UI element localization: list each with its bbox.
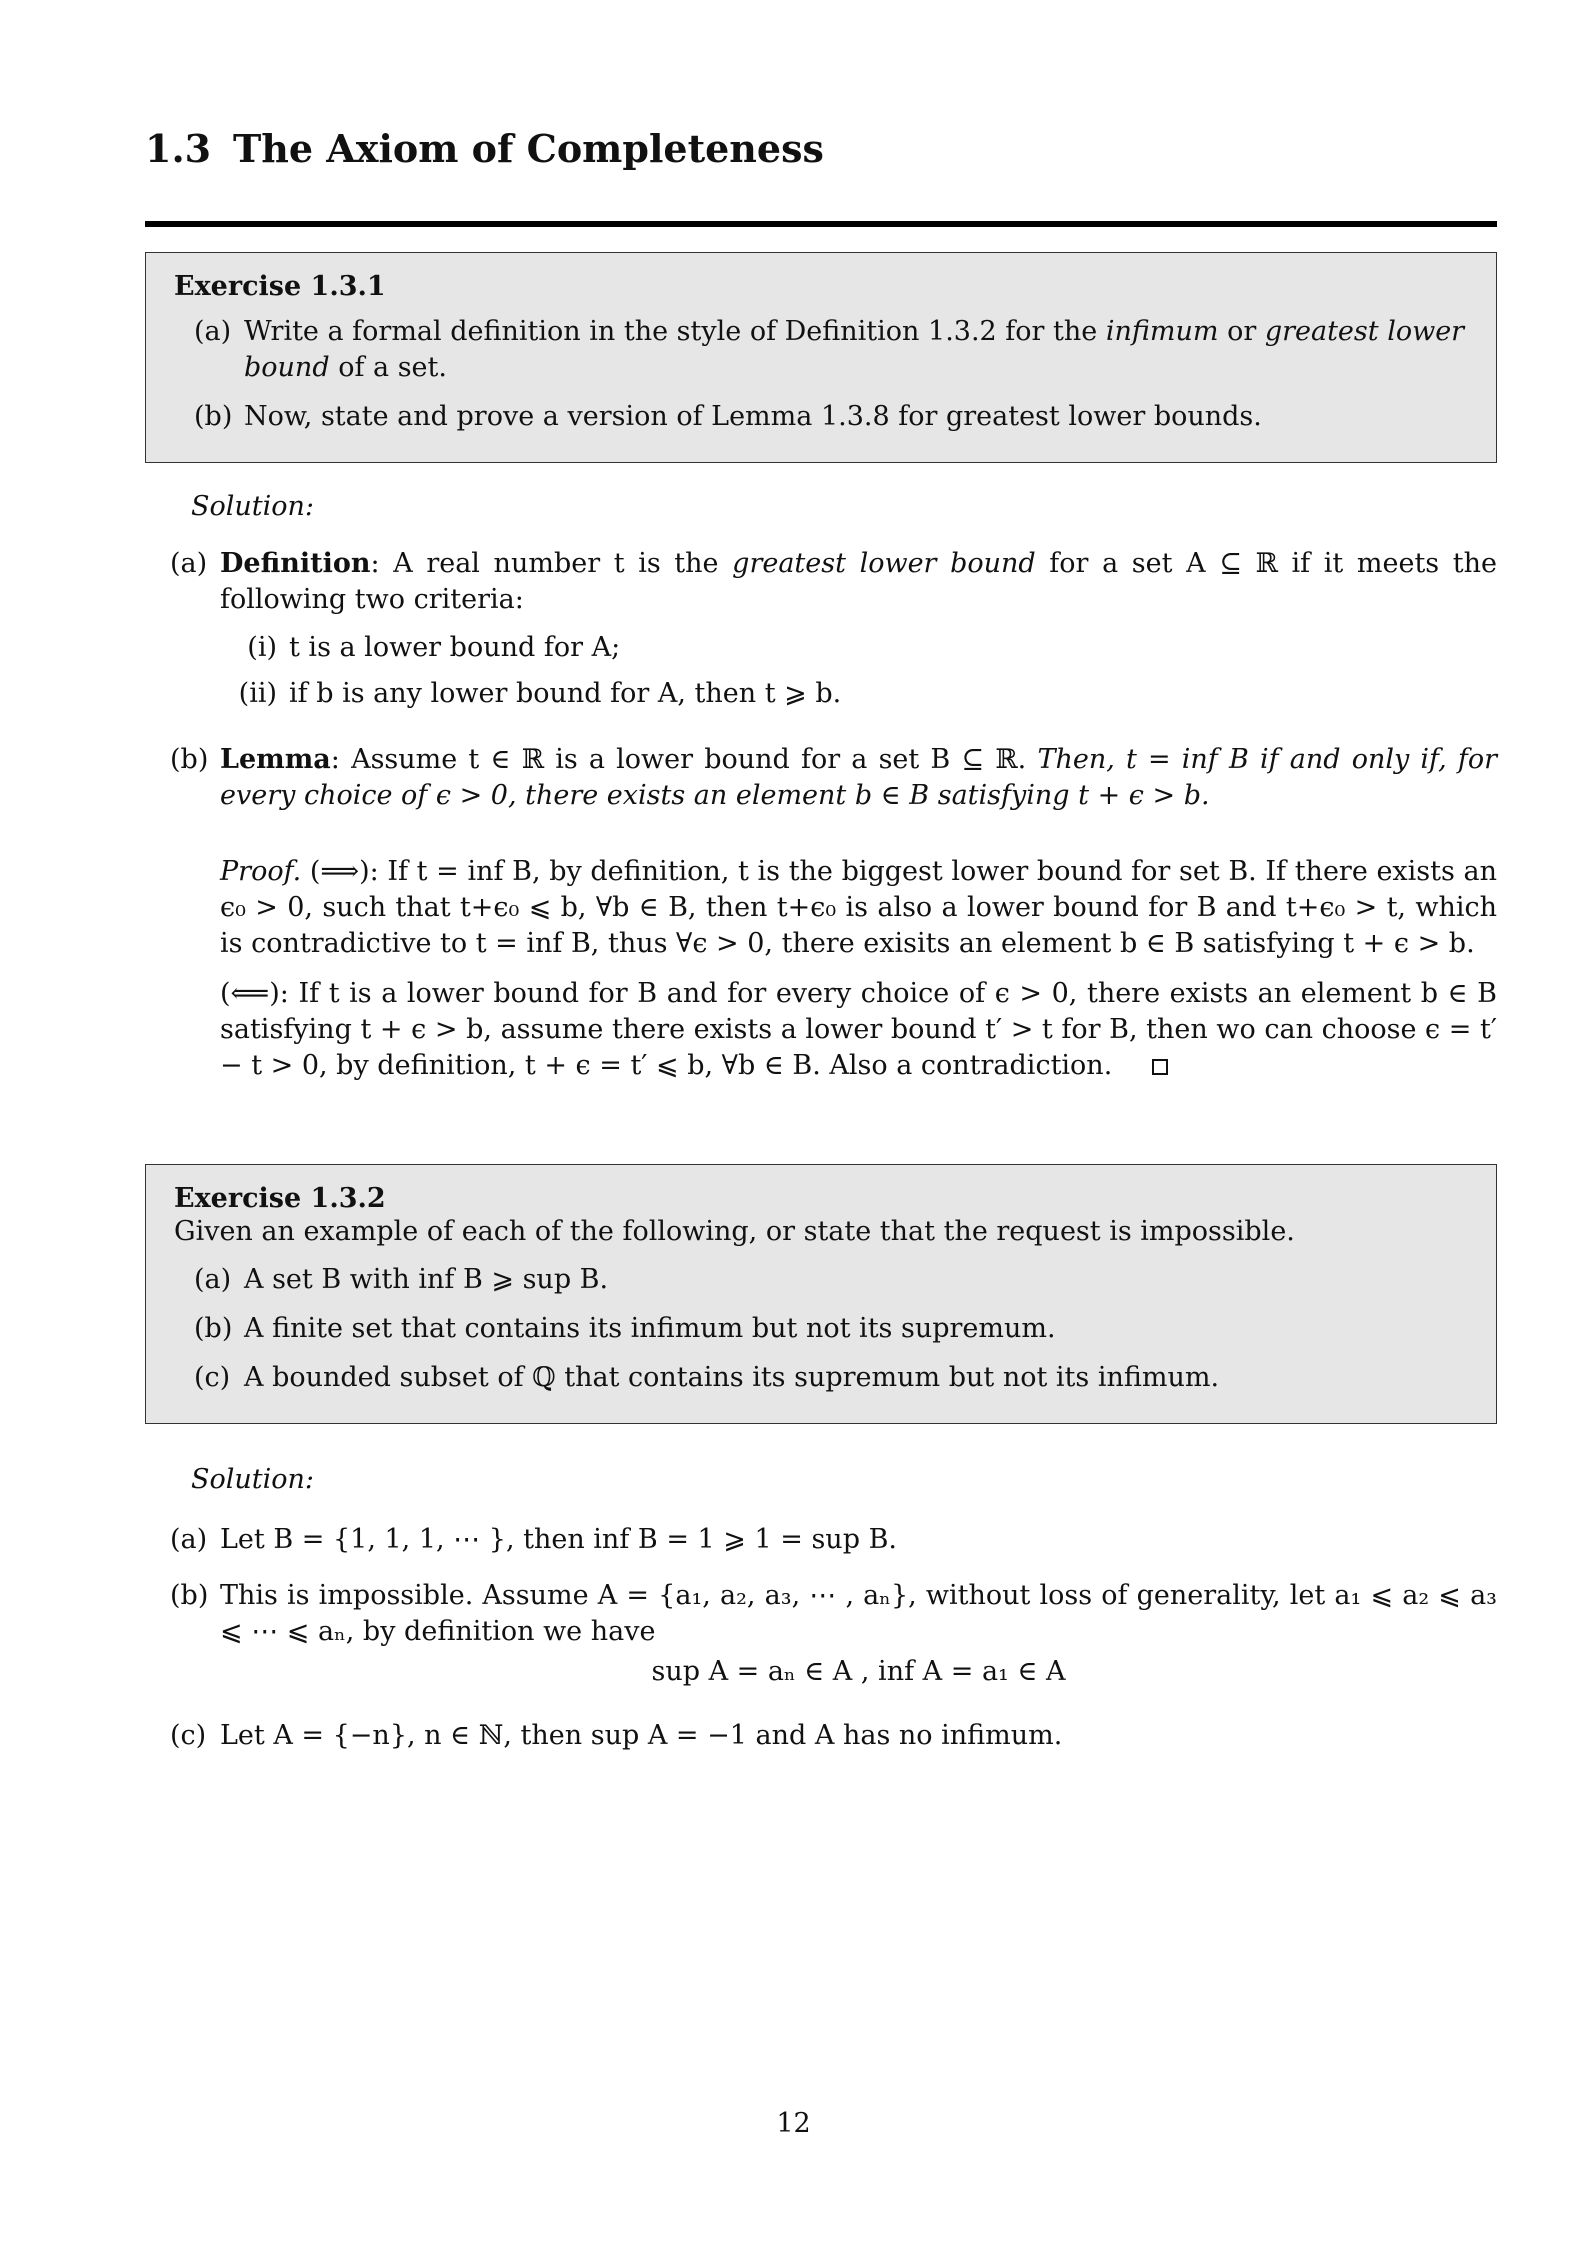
solution-label: Solution: — [191, 491, 315, 522]
text-run: for a set A ⊆ ℝ if it meets the following two criteria: — [220, 548, 1497, 615]
definition-text — [220, 546, 1497, 618]
page-number: 12 — [776, 2108, 811, 2139]
exercise-item-b — [174, 399, 1468, 435]
section-heading — [145, 126, 824, 171]
text-run: or — [1218, 316, 1265, 347]
exercise-item-c — [174, 1360, 1468, 1396]
text-run: (⟹): If t = inf B, by definition, t is the biggest lower bound for set B. If there exists an ϵ₀ > 0, such that t+ϵ₀ ⩽ b, ∀b ∈ B, then t+ϵ₀ is also a lower bound for B and t+ϵ₀ > t, which is contradictive to t = inf B, thus ∀ϵ > 0, there exisits an element b ∈ B satisfying t + ϵ > b. — [220, 856, 1497, 959]
emphasis: greatest lower bound — [244, 316, 1465, 383]
qed-icon — [1152, 1059, 1168, 1075]
item-label: (b) — [194, 1313, 233, 1344]
item-body — [220, 546, 1497, 722]
solution-item-a — [170, 546, 1497, 722]
criterion-ii — [220, 676, 1497, 712]
exercise-item-b — [174, 1311, 1468, 1347]
solution-item-b — [170, 1578, 1497, 1698]
criteria-list — [220, 630, 1497, 712]
item-text: This is impossible. Assume A = {a₁, a₂, a₃, ⋯ , aₙ}, without loss of generality, let a₁ ⩽ a₂ ⩽ a₃ ⩽ ⋯ ⩽ aₙ, by definition we have — [220, 1580, 1497, 1647]
item-label: (b) — [170, 744, 209, 775]
solution-item-c — [170, 1718, 1497, 1754]
item-body — [220, 1578, 1497, 1698]
proof-backward — [220, 976, 1497, 1084]
criterion-text: if b is any lower bound for A, then t ⩾ b. — [289, 678, 842, 709]
text-run: of a set. — [329, 352, 447, 383]
item-text: Let B = {1, 1, 1, ⋯ }, then inf B = 1 ⩾ 1 = sup B. — [220, 1524, 897, 1555]
lemma-text — [220, 742, 1497, 814]
exercise-box-2 — [145, 1164, 1497, 1424]
proof-forward — [220, 854, 1497, 962]
solution-2 — [170, 1522, 1497, 1774]
text-run: Write a formal definition in the style of Definition 1.3.2 for the — [244, 316, 1106, 347]
item-label: (c) — [170, 1720, 207, 1751]
exercise-box-1 — [145, 252, 1497, 463]
exercise-title: Exercise 1.3.2 — [174, 1183, 386, 1214]
text-run: : A real number t is the — [370, 548, 733, 579]
emphasis: infimum — [1105, 316, 1219, 347]
exercise-item-a — [174, 314, 1468, 386]
item-body — [220, 742, 1497, 1098]
definition-keyword: Definition — [220, 548, 371, 579]
item-text: A bounded subset of ℚ that contains its supremum but not its infimum. — [244, 1362, 1220, 1393]
item-text — [244, 314, 1468, 386]
item-text: A finite set that contains its infimum but not its supremum. — [244, 1313, 1056, 1344]
solution-item-b — [170, 742, 1497, 1098]
exercise-intro: Given an example of each of the following, or state that the request is impossible. — [174, 1216, 1295, 1247]
solution-1 — [170, 546, 1497, 1118]
criterion-text: t is a lower bound for A; — [289, 632, 621, 663]
section-number: 1.3 — [145, 126, 212, 171]
exercise-item-a — [174, 1262, 1468, 1298]
item-label: (a) — [170, 1524, 208, 1555]
item-label: (b) — [194, 401, 233, 432]
solution-item-a — [170, 1522, 1497, 1558]
item-text: A set B with inf B ⩾ sup B. — [244, 1264, 609, 1295]
heading-rule — [145, 221, 1497, 227]
item-label: (c) — [194, 1362, 231, 1393]
display-equation: sup A = aₙ ∈ A , inf A = a₁ ∈ A — [651, 1656, 1066, 1687]
solution-label: Solution: — [191, 1464, 315, 1495]
section-title: The Axiom of Completeness — [233, 126, 824, 171]
proof-label: Proof. — [220, 856, 302, 887]
criterion-label: (i) — [247, 632, 277, 663]
emphasis: Then, t = inf B if and only if, for every choice of ϵ > 0, there exists an element b ∈ B satisfying t + ϵ > b. — [220, 744, 1497, 811]
item-text: Let A = {−n}, n ∈ ℕ, then sup A = −1 and A has no infimum. — [220, 1720, 1063, 1751]
criterion-i — [220, 630, 1497, 666]
lemma-keyword: Lemma — [220, 744, 331, 775]
item-label: (a) — [194, 316, 232, 347]
item-label: (b) — [170, 1580, 209, 1611]
item-label: (a) — [194, 1264, 232, 1295]
item-label: (a) — [170, 548, 208, 579]
emphasis: greatest lower bound — [732, 548, 1036, 579]
text-run: : Assume t ∈ ℝ is a lower bound for a set B ⊆ ℝ. — [330, 744, 1038, 775]
item-text: Now, state and prove a version of Lemma 1.3.8 for greatest lower bounds. — [244, 401, 1262, 432]
criterion-label: (ii) — [238, 678, 277, 709]
exercise-title: Exercise 1.3.1 — [174, 271, 386, 302]
text-run: (⟸): If t is a lower bound for B and for every choice of ϵ > 0, there exists an element b ∈ B satisfying t + ϵ > b, assume there exists a lower bound t′ > t for B, then wo can choose ϵ = t′ − t > 0, by definition, t + ϵ = t′ ⩽ b, ∀b ∈ B. Also a contradiction. — [220, 978, 1497, 1081]
